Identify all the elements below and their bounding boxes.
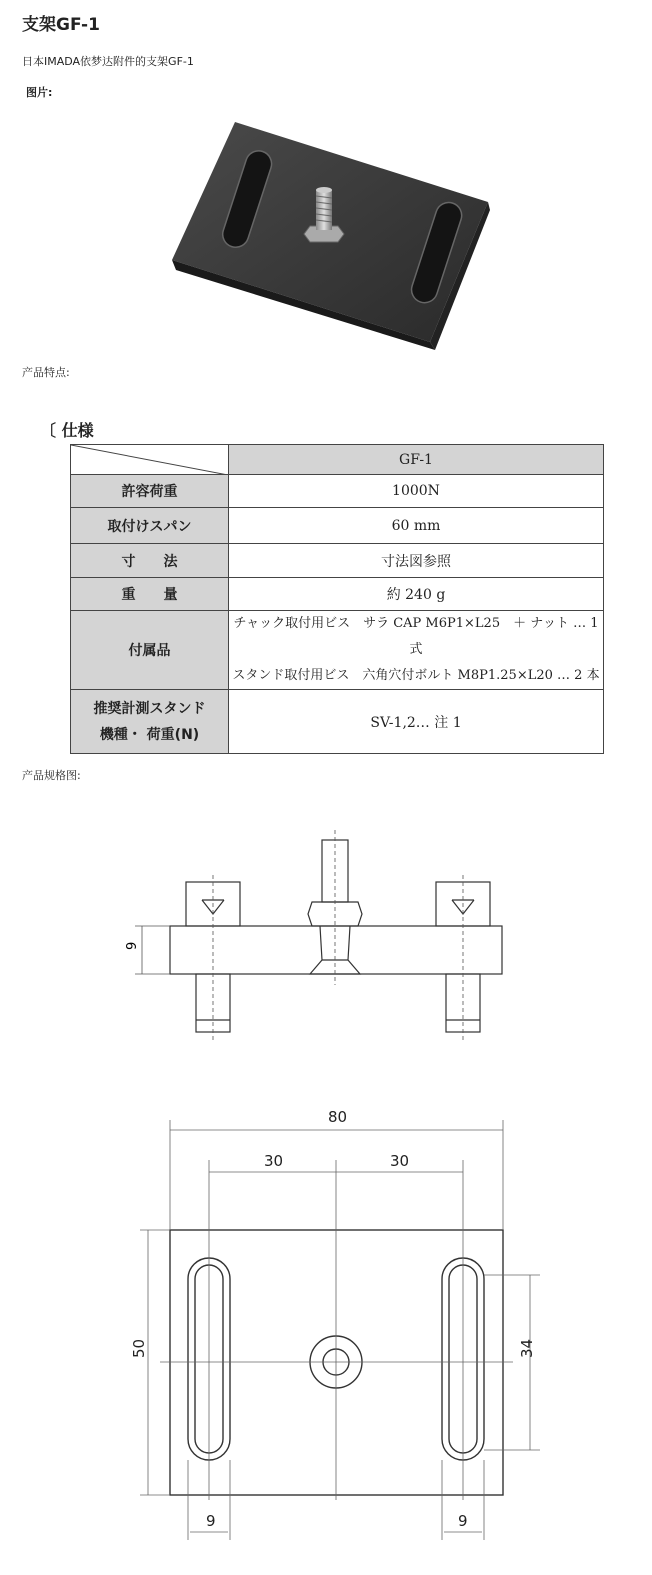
dim-side-thickness: 9 [125, 941, 140, 950]
dim-span-left: 30 [264, 1152, 284, 1170]
side-view-drawing [110, 810, 540, 1060]
row-value: 1000N [229, 475, 604, 508]
table-row [71, 544, 604, 578]
row-value: 約 240 g [229, 578, 604, 611]
accessory-line-1: チャック取付用ビス サラ CAP M6P1×L25 ＋ ナット … 1 式 [233, 616, 599, 657]
label-spec-drawing: 产品规格图: [22, 769, 81, 782]
accessory-line-2: スタンド取付用ビス 六角穴付ボルト M8P1.25×L20 … 2 本 [232, 668, 600, 683]
table-row [71, 445, 604, 475]
row-key: 取付けスパン [71, 508, 229, 544]
accessory-value [229, 611, 604, 690]
dim-slot-right-width: 9 [458, 1512, 468, 1530]
table-row [71, 475, 604, 508]
table-row [71, 611, 604, 690]
stand-key-line-1: 推奨計測スタンド [93, 700, 206, 717]
dim-span-right: 30 [390, 1152, 410, 1170]
top-view-drawing [110, 1100, 550, 1570]
label-picture: 图片: [26, 86, 53, 99]
diagonal-header-cell [71, 445, 229, 475]
page-subtitle: 日本IMADA依梦达附件的支架GF-1 [22, 55, 194, 68]
table-row [71, 578, 604, 611]
dim-width-total: 80 [328, 1108, 348, 1126]
spec-heading: 〔 仕様 [40, 421, 94, 440]
spec-table [70, 444, 604, 754]
model-header: GF-1 [229, 445, 604, 475]
stand-key-line-2: 機種・ 荷重(N) [99, 726, 200, 743]
dim-slot-length: 34 [518, 1338, 536, 1358]
dim-slot-left-width: 9 [206, 1512, 216, 1530]
row-key: 重 量 [71, 578, 229, 611]
row-key: 寸 法 [71, 544, 229, 578]
row-value: 60 mm [229, 508, 604, 544]
row-value: 寸法図参照 [229, 544, 604, 578]
page-title: 支架GF-1 [22, 15, 100, 35]
row-key: 許容荷重 [71, 475, 229, 508]
stand-key [71, 690, 229, 754]
table-row [71, 690, 604, 754]
product-photo [160, 110, 500, 350]
stand-value: SV-1,2… 注 1 [229, 690, 604, 754]
dim-height-total: 50 [130, 1338, 148, 1358]
label-features: 产品特点: [22, 366, 70, 379]
table-row [71, 508, 604, 544]
row-key: 付属品 [71, 611, 229, 690]
